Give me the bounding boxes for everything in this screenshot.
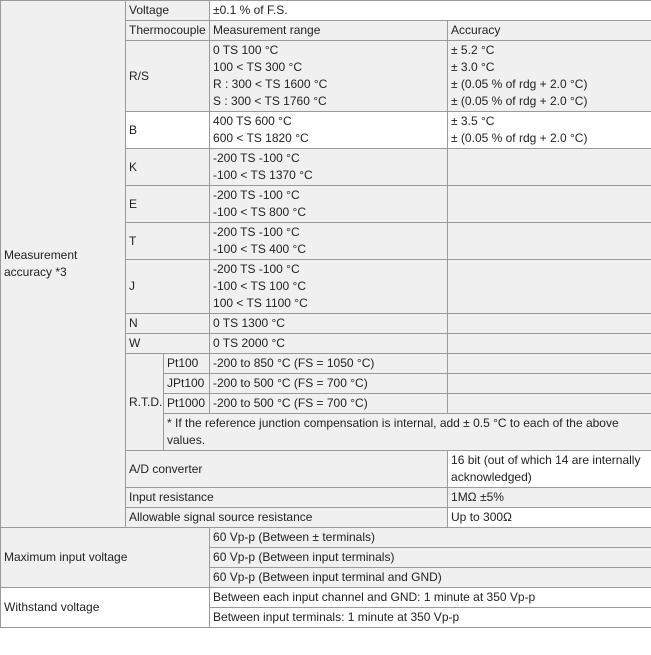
rtd-range: -200 to 500 °C (FS = 700 °C) <box>210 374 448 394</box>
accuracy-cell <box>448 186 651 223</box>
range-line: -100 < TS 400 °C <box>213 242 306 256</box>
thermocouple-type: R/S <box>126 41 210 112</box>
accuracy-cell <box>448 354 651 374</box>
range-header: Measurement range <box>210 21 448 41</box>
accuracy-cell <box>448 374 651 394</box>
measurement-accuracy-label: Measurement accuracy *3 <box>1 1 126 528</box>
accuracy-line: ± (0.05 % of rdg + 2.0 °C) <box>451 94 588 108</box>
range-line: -200 TS -100 °C <box>213 225 300 239</box>
thermocouple-type: K <box>126 149 210 186</box>
range-cell <box>210 112 448 149</box>
rtd-range: -200 to 500 °C (FS = 700 °C) <box>210 394 448 414</box>
max-input-voltage-label: Maximum input voltage <box>1 528 210 588</box>
thermocouple-type: B <box>126 112 210 149</box>
accuracy-cell <box>448 394 651 414</box>
rtd-name: JPt100 <box>164 374 210 394</box>
thermocouple-type: W <box>126 334 210 354</box>
rtd-range: -200 to 850 °C (FS = 1050 °C) <box>210 354 448 374</box>
accuracy-cell <box>448 314 651 334</box>
accuracy-line: ± (0.05 % of rdg + 2.0 °C) <box>451 131 588 145</box>
max-input-voltage-value: 60 Vp-p (Between input terminals) <box>210 548 651 568</box>
range-cell <box>210 186 448 223</box>
range-cell <box>210 260 448 314</box>
accuracy-line: ± (0.05 % of rdg + 2.0 °C) <box>451 77 588 91</box>
range-line: R : 300 < TS 1600 °C <box>213 77 328 91</box>
thermocouple-type: J <box>126 260 210 314</box>
accuracy-header: Accuracy <box>448 21 651 41</box>
withstand-voltage-row <box>1 588 651 608</box>
accuracy-line: ± 3.0 °C <box>451 60 495 74</box>
thermocouple-type: T <box>126 223 210 260</box>
input-resistance-label: Input resistance <box>126 488 448 508</box>
accuracy-line: ± 3.5 °C <box>451 114 495 128</box>
range-line: -200 TS -100 °C <box>213 188 300 202</box>
range-cell: 0 TS 2000 °C <box>210 334 448 354</box>
range-line: 100 < TS 300 °C <box>213 60 302 74</box>
voltage-value: ±0.1 % of F.S. <box>210 1 651 21</box>
thermocouple-type: N <box>126 314 210 334</box>
accuracy-cell <box>448 149 651 186</box>
withstand-voltage-label: Withstand voltage <box>1 588 210 628</box>
input-resistance-value: 1MΩ ±5% <box>448 488 651 508</box>
ad-converter-label: A/D converter <box>126 451 448 488</box>
accuracy-cell <box>448 41 651 112</box>
max-input-voltage-value: 60 Vp-p (Between ± terminals) <box>210 528 651 548</box>
ad-converter-value: 16 bit (out of which 14 are internally acknowledged) <box>448 451 651 488</box>
voltage-label: Voltage <box>126 1 210 21</box>
accuracy-cell <box>448 260 651 314</box>
range-line: -100 < TS 1370 °C <box>213 168 313 182</box>
range-line: 400 TS 600 °C <box>213 114 292 128</box>
range-cell <box>210 41 448 112</box>
voltage-row <box>1 1 651 21</box>
range-cell <box>210 223 448 260</box>
range-line: 0 TS 100 °C <box>213 43 279 57</box>
rtd-name: Pt100 <box>164 354 210 374</box>
allowable-source-label: Allowable signal source resistance <box>126 508 448 528</box>
thermocouple-header: Thermocouple <box>126 21 210 41</box>
max-input-voltage-value: 60 Vp-p (Between input terminal and GND) <box>210 568 651 588</box>
range-line: S : 300 < TS 1760 °C <box>213 94 327 108</box>
footnote: * If the reference junction compensation is internal, add ± 0.5 °C to each of the above values. <box>164 414 651 451</box>
range-cell: 0 TS 1300 °C <box>210 314 448 334</box>
accuracy-line: ± 5.2 °C <box>451 43 495 57</box>
accuracy-cell <box>448 334 651 354</box>
withstand-voltage-value: Between input terminals: 1 minute at 350 Vp-p <box>210 608 651 628</box>
accuracy-cell <box>448 112 651 149</box>
allowable-source-value: Up to 300Ω <box>448 508 651 528</box>
rtd-name: Pt1000 <box>164 394 210 414</box>
range-line: -100 < TS 100 °C <box>213 279 306 293</box>
range-line: -200 TS -100 °C <box>213 151 300 165</box>
rtd-label: R.T.D. <box>126 354 164 451</box>
range-cell <box>210 149 448 186</box>
withstand-voltage-value: Between each input channel and GND: 1 minute at 350 Vp-p <box>210 588 651 608</box>
range-line: 600 < TS 1820 °C <box>213 131 309 145</box>
range-line: -200 TS -100 °C <box>213 262 300 276</box>
max-input-voltage-row <box>1 528 651 548</box>
range-line: -100 < TS 800 °C <box>213 205 306 219</box>
range-line: 100 < TS 1100 °C <box>213 296 308 310</box>
thermocouple-type: E <box>126 186 210 223</box>
accuracy-cell <box>448 223 651 260</box>
